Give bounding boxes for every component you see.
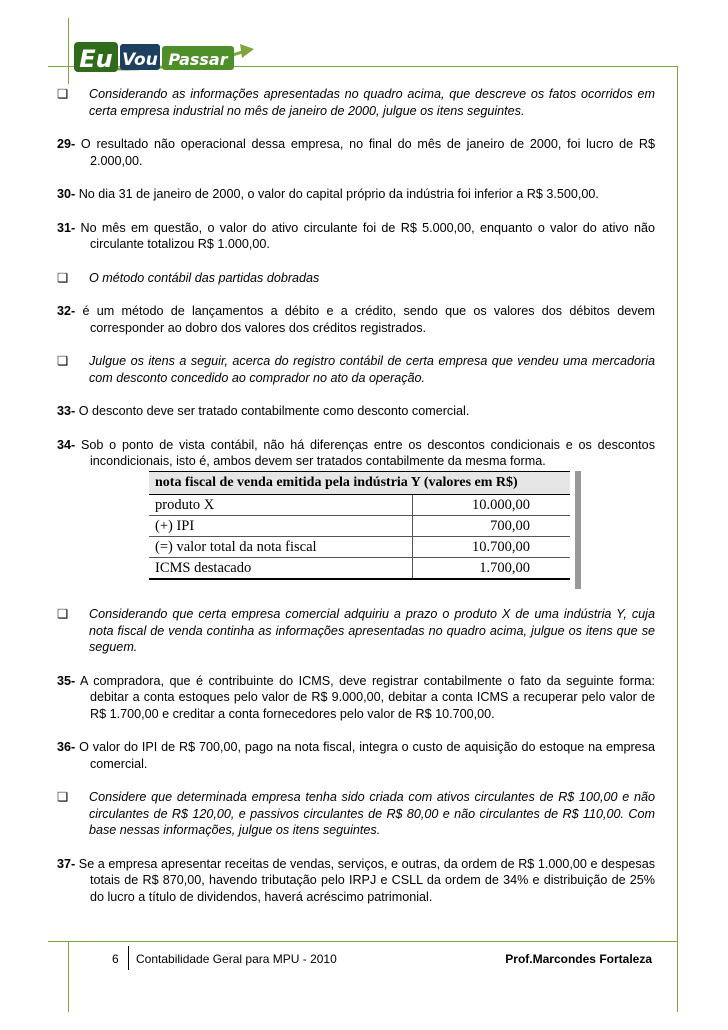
item-number: 30- — [57, 187, 76, 201]
square-bullet-icon: ❏ — [57, 354, 69, 368]
question-block-2 — [57, 606, 655, 905]
question-item — [57, 437, 655, 470]
item-text: Sob o ponto de vista contábil, não há diferenças entre os descontos condicionais e os descontos incondicionais, isto é, ambos devem ser tratados contabilmente da mesma forma. — [75, 437, 655, 468]
footer-divider — [128, 946, 129, 970]
item-number: 33- — [57, 404, 76, 418]
row-label: ICMS destacado — [149, 558, 412, 580]
invoice-table-wrapper — [149, 471, 576, 589]
logo-graphic — [70, 38, 256, 78]
row-label: (+) IPI — [149, 516, 412, 537]
question-statement — [57, 353, 655, 386]
item-number: 32- — [57, 304, 76, 318]
item-number: 29- — [57, 137, 76, 151]
page-content — [57, 86, 655, 487]
question-statement — [57, 606, 655, 656]
question-statement — [57, 86, 655, 119]
table-shadow — [575, 471, 581, 589]
frame-line-right — [677, 66, 678, 1012]
item-number: 34- — [57, 437, 76, 452]
square-bullet-icon: ❏ — [57, 270, 69, 285]
row-label: (=) valor total da nota fiscal — [149, 537, 412, 558]
item-text: O valor do IPI de R$ 700,00, pago na nota fiscal, integra o custo de aquisição do estoque na empresa comercial. — [75, 740, 655, 771]
logo — [70, 38, 256, 78]
item-text: Se a empresa apresentar receitas de vendas, serviços, e outras, da ordem de R$ 1.000,00 e despesas totais de R$ 870,00, havendo tributação pelo IRPJ e CSLL da ordem de 34% e distribuição de 25% do lucro a título de dividendos, haverá acréscimo patrimonial. — [75, 856, 655, 904]
table-row — [149, 516, 570, 537]
item-text: O desconto deve ser tratado contabilmente como desconto comercial. — [75, 404, 470, 418]
item-number: 31- — [57, 220, 76, 235]
frame-line-bottom — [48, 941, 678, 942]
square-bullet-icon: ❏ — [57, 607, 69, 621]
row-label: produto X — [149, 495, 412, 516]
statement-text: Considerando as informações apresentadas no quadro acima, que descreve os fatos ocorridos em certa empresa industrial no mês de janeiro de 2000, julgue os itens seguintes. — [89, 87, 655, 118]
table-row — [149, 495, 570, 516]
question-statement — [57, 789, 655, 839]
svg-text:Vou: Vou — [122, 50, 158, 70]
question-item — [57, 186, 655, 203]
table-row — [149, 537, 570, 558]
item-text: No dia 31 de janeiro de 2000, o valor do capital próprio da indústria foi inferior a R$ 3.500,00. — [75, 187, 599, 201]
row-value: 10.700,00 — [412, 537, 570, 558]
row-value: 10.000,00 — [412, 495, 570, 516]
table-row — [149, 558, 570, 580]
row-value: 1.700,00 — [412, 558, 570, 580]
square-bullet-icon: ❏ — [57, 87, 69, 101]
invoice-table — [149, 471, 570, 580]
question-statement — [57, 270, 655, 287]
frame-line-left — [68, 18, 69, 84]
page-content-2 — [57, 606, 655, 922]
question-item — [57, 673, 655, 723]
page-number: 6 — [112, 952, 119, 966]
item-number: 37- — [57, 856, 76, 871]
question-item — [57, 136, 655, 169]
svg-text:Eu: Eu — [79, 45, 113, 73]
item-text: No mês em questão, o valor do ativo circulante foi de R$ 5.000,00, enquanto o valor do ativo não circulante totalizou R$ 1.000,00. — [75, 220, 655, 251]
invoice-table-header: nota fiscal de venda emitida pela indústria Y (valores em R$) — [149, 472, 570, 495]
item-number: 36- — [57, 740, 76, 754]
question-item — [57, 303, 655, 336]
statement-text: Considere que determinada empresa tenha sido criada com ativos circulantes de R$ 100,00 e não circulantes de R$ 120,00, e passivos circulantes de R$ 80,00 e não circulantes de R$ 110,00. Com base nessas informações, julgue os itens seguintes. — [89, 790, 655, 837]
question-item — [57, 739, 655, 772]
square-bullet-icon: ❏ — [57, 790, 69, 804]
question-item — [57, 403, 655, 420]
item-number: 35- — [57, 673, 76, 688]
item-text: A compradora, que é contribuinte do ICMS, deve registrar contabilmente o fato da seguinte forma: debitar a conta estoques pelo valor de R$ 9.000,00, debitar a conta ICMS a recuperar pelo valor de R$ 1.700,00 e creditar a conta fornecedores pelo valor de R$ 10.700,00. — [75, 673, 655, 721]
question-item — [57, 220, 655, 253]
statement-text: Julgue os itens a seguir, acerca do registro contábil de certa empresa que vendeu uma mercadoria com desconto concedido ao comprador no ato da operação. — [89, 354, 655, 385]
row-value: 700,00 — [412, 516, 570, 537]
statement-text: O método contábil das partidas dobradas — [89, 270, 320, 285]
item-text: é um método de lançamentos a débito e a crédito, sendo que os valores dos débitos devem corresponder ao dobro dos valores dos créditos registrados. — [75, 304, 655, 335]
question-block-1 — [57, 86, 655, 470]
frame-line-left-bottom — [68, 942, 69, 1012]
footer-title: Contabilidade Geral para MPU - 2010 — [136, 952, 337, 966]
question-item — [57, 856, 655, 906]
footer-author: Prof.Marcondes Fortaleza — [505, 952, 652, 966]
item-text: O resultado não operacional dessa empresa, no final do mês de janeiro de 2000, foi lucro de R$ 2.000,00. — [75, 137, 655, 168]
svg-text:Passar: Passar — [168, 50, 228, 69]
statement-text: Considerando que certa empresa comercial adquiriu a prazo o produto X de uma indústria Y, cuja nota fiscal de venda continha as informações apresentadas no quadro acima, julgue os itens que se seguem. — [89, 607, 655, 654]
